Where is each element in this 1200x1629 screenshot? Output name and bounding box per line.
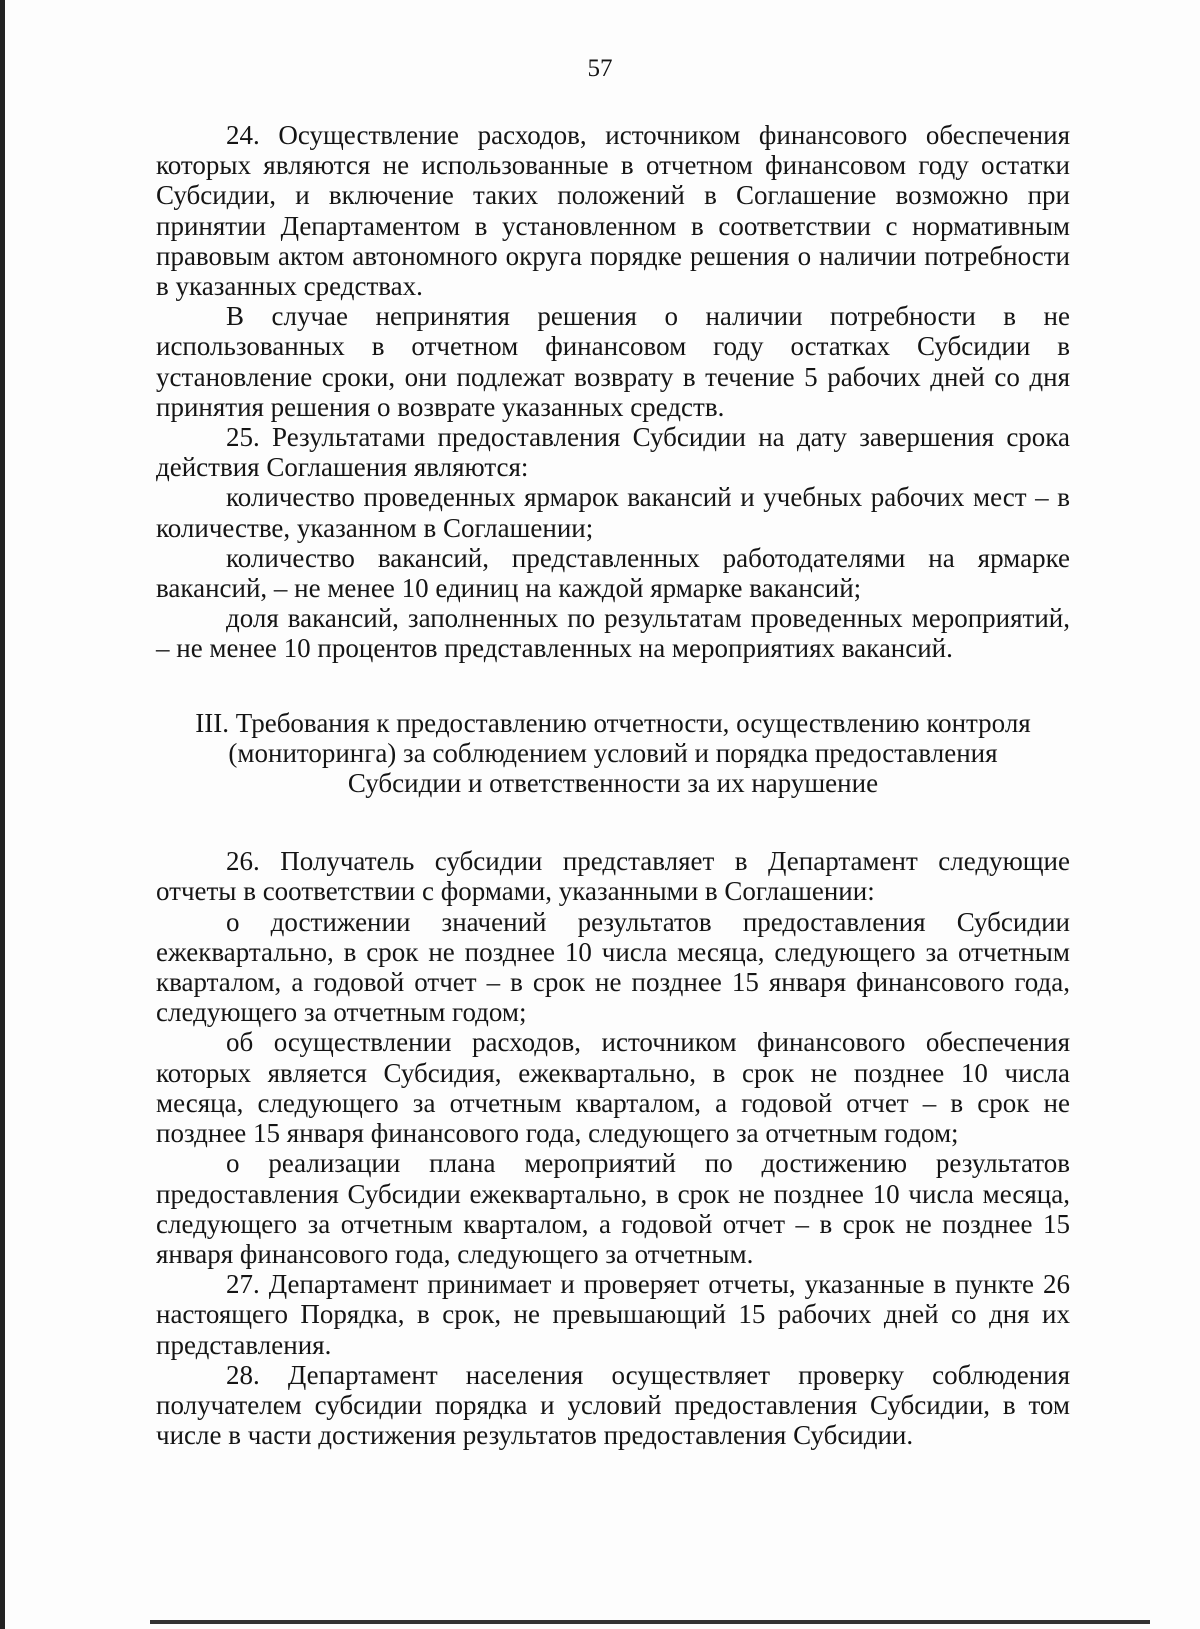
- result-item-share: доля вакансий, заполненных по результатам проведенных мероприятий, – не менее 10 процентов представленных на мероприятиях вакансий.: [156, 603, 1070, 664]
- paragraph-28: 28. Департамент населения осуществляет проверку соблюдения получателем субсидии порядка и условий предоставления Субсидии, в том числе в части достижения результатов предоставления Субсидии.: [156, 1359, 1070, 1451]
- report-item-expenses: об осуществлении расходов, источником финансового обеспечения которых является Субсидия, ежеквартально, в срок не позднее 10 числа месяца, следующего за отчетным кварталом, а годовой отчет – в срок не позднее 15 января финансового года, следующего за отчетным годом;: [156, 1027, 1070, 1149]
- result-item-fairs: количество проведенных ярмарок вакансий и учебных рабочих мест – в количестве, указанном в Соглашении;: [156, 482, 1070, 543]
- paragraph-24-refund: В случае непринятия решения о наличии потребности в не использованных в отчетном финансовом году остатках Субсидии в установление сроки, они подлежат возврату в течение 5 рабочих дней со дня принятия решения о возврате указанных средств.: [156, 301, 1070, 422]
- scan-left-edge: [0, 0, 5, 1629]
- section-heading-line-2: (мониторинга) за соблюдением условий и порядка предоставления: [228, 737, 998, 768]
- result-item-vacancies: количество вакансий, представленных работодателями на ярмарке вакансий, – не менее 10 единиц на каждой ярмарке вакансий;: [156, 542, 1070, 604]
- paragraph-27: 27. Департамент принимает и проверяет отчеты, указанные в пункте 26 настоящего Порядка, в срок, не превышающий 15 рабочих дней со дня их представления.: [156, 1269, 1070, 1360]
- scan-bottom-edge: [150, 1620, 1150, 1624]
- page-number: 57: [587, 55, 613, 82]
- paragraph-26: 26. Получатель субсидии представляет в Департамент следующие отчеты в соответствии с формами, указанными в Соглашении:: [156, 846, 1070, 907]
- document-body: [156, 120, 1070, 1450]
- paragraph-25: 25. Результатами предоставления Субсидии на дату завершения срока действия Соглашения являются:: [156, 422, 1070, 483]
- section-heading: [156, 708, 1070, 799]
- report-item-results: о достижении значений результатов предоставления Субсидии ежеквартально, в срок не позднее 10 числа месяца, следующего за отчетным кварталом, а годовой отчет – в срок не позднее 15 января финансового года, следующего за отчетным годом;: [156, 906, 1070, 1028]
- paragraph-24: 24. Осуществление расходов, источником финансового обеспечения которых являются не использованные в отчетном финансовом году остатки Субсидии, и включение таких положений в Соглашение возможно при принятии Департаментом в установленном в соответствии с нормативным правовым актом автономного округа порядке решения о наличии потребности в указанных средствах.: [156, 120, 1070, 302]
- report-item-plan: о реализации плана мероприятий по достижению результатов предоставления Субсидии ежеквартально, в срок не позднее 10 числа месяца, следующего за отчетным кварталом, а годовой отчет – в срок не позднее 15 января финансового года, следующего за отчетным.: [156, 1148, 1070, 1269]
- section-heading-line-1: III. Требования к предоставлению отчетности, осуществлению контроля: [195, 707, 1031, 738]
- section-heading-line-3: Субсидии и ответственности за их нарушение: [347, 768, 879, 799]
